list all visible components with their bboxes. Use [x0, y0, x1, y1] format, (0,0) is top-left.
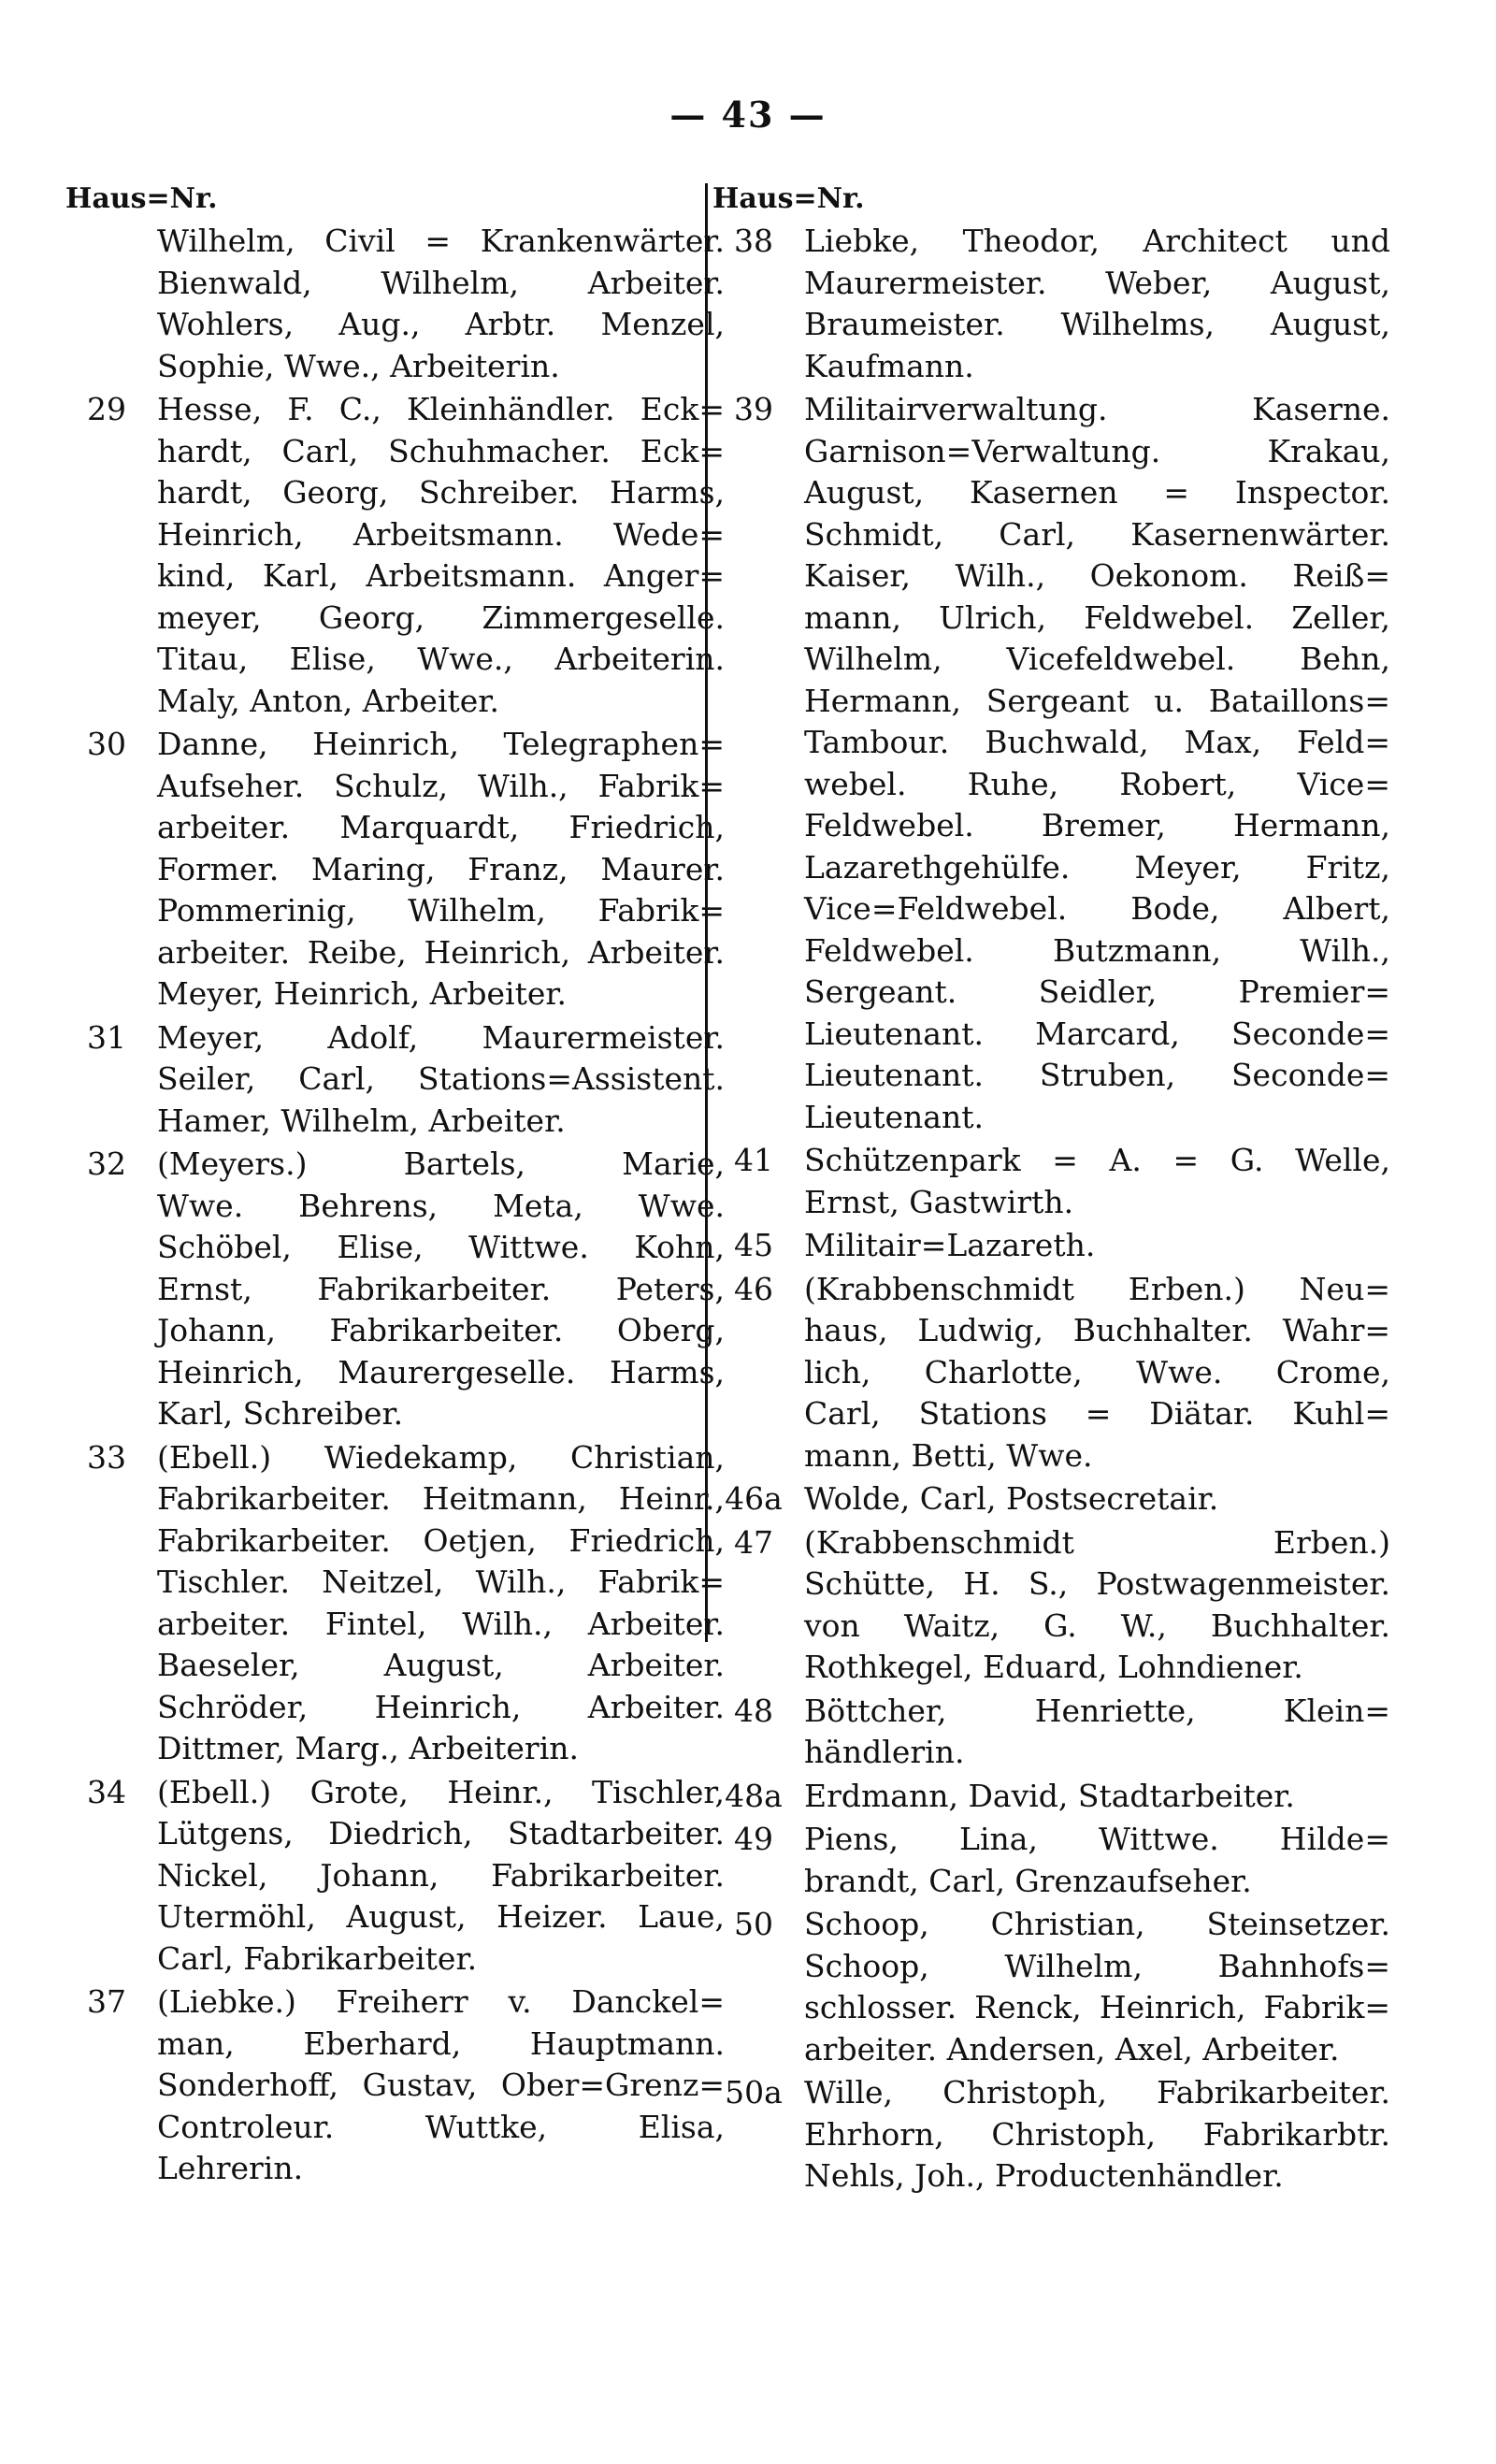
entry-text — [804, 1522, 1390, 1689]
entry-line: Erdmann, David, Stadtarbeiter. — [804, 1777, 1295, 1814]
entry-line: Schoop, Christian, Steinsetzer. — [804, 1906, 1390, 1942]
entry-line: arbeiter. Fintel, Wilh., Arbeiter. — [157, 1605, 725, 1642]
left-column — [65, 178, 725, 2190]
house-number: 38 — [734, 223, 773, 259]
entry-line: lich, Charlotte, Wwe. Crome, — [804, 1353, 1390, 1391]
directory-entry — [712, 1522, 1390, 1689]
entry-line: Heinrich, Arbeitsmann. Wede= — [157, 515, 725, 553]
entry-text — [157, 1437, 725, 1770]
entry-line: Meyer, Adolf, Maurermeister. — [157, 1018, 725, 1056]
entry-line: Meyer, Heinrich, Arbeiter. — [157, 975, 568, 1012]
entry-line: (Ebell.) Grote, Heinr., Tischler, — [157, 1773, 725, 1810]
directory-entry — [65, 1017, 725, 1143]
entry-line: Carl, Stations = Diätar. Kuhl= — [804, 1395, 1390, 1432]
entry-line: Utermöhl, August, Heizer. Laue, — [157, 1898, 725, 1935]
directory-entry — [65, 1981, 725, 2190]
entry-line: Fabrikarbeiter. Oetjen, Friedrich, — [157, 1521, 725, 1559]
house-number: 33 — [87, 1438, 126, 1476]
entry-text — [804, 1904, 1390, 2070]
entry-line: Nickel, Johann, Fabrikarbeiter. — [157, 1856, 725, 1894]
directory-entry — [65, 724, 725, 1016]
entry-line: haus, Ludwig, Buchhalter. Wahr= — [804, 1312, 1390, 1348]
directory-entry — [712, 1904, 1390, 2070]
entry-line: Controleur. Wuttke, Elisa, — [157, 2108, 725, 2145]
house-number: 50 — [734, 1906, 773, 1942]
entry-line: arbeiter. Reibe, Heinrich, Arbeiter. — [157, 933, 725, 971]
house-number: 48a — [725, 1777, 783, 1814]
entry-text — [157, 1772, 725, 1981]
entry-line: man, Eberhard, Hauptmann. — [157, 2025, 725, 2062]
house-number: 39 — [734, 391, 773, 427]
entry-line: Wille, Christoph, Fabrikarbeiter. — [804, 2074, 1390, 2111]
entry-line: Former. Maring, Franz, Maurer. — [157, 850, 725, 887]
entry-line: von Waitz, G. W., Buchhalter. — [804, 1607, 1390, 1644]
entry-line: mann, Betti, Wwe. — [804, 1436, 1093, 1474]
entry-line: Piens, Lina, Wittwe. Hilde= — [804, 1821, 1390, 1857]
entry-line: händlerin. — [804, 1734, 965, 1770]
entry-line: Braumeister. Wilhelms, August, — [804, 306, 1390, 342]
house-number: 46a — [725, 1480, 783, 1517]
entry-line: Kaiser, Wilh., Oekonom. Reiß= — [804, 557, 1390, 594]
house-number: 48 — [734, 1692, 773, 1729]
entry-line: Pommerinig, Wilhelm, Fabrik= — [157, 892, 725, 929]
house-number: 41 — [734, 1142, 773, 1178]
directory-entry — [712, 221, 1390, 387]
entry-line: Militairverwaltung. Kaserne. — [804, 391, 1390, 427]
entry-line: Lazarethgehülfe. Meyer, Fritz, — [804, 848, 1390, 886]
entry-line: hardt, Carl, Schuhmacher. Eck= — [157, 432, 725, 469]
entry-line: Maurermeister. Weber, August, — [804, 264, 1390, 301]
entry-line: Tambour. Buchwald, Max, Feld= — [804, 724, 1390, 760]
entry-text — [804, 221, 1390, 387]
entry-line: Tischler. Neitzel, Wilh., Fabrik= — [157, 1563, 725, 1600]
directory-entry — [712, 1819, 1390, 1902]
entry-line: Lehrerin. — [157, 2150, 304, 2186]
entry-line: Militair=Lazareth. — [804, 1227, 1096, 1263]
entry-line: Böttcher, Henriette, Klein= — [804, 1692, 1390, 1729]
entry-line: kind, Karl, Arbeitsmann. Anger= — [157, 557, 725, 594]
left-entries — [65, 221, 725, 2190]
entry-line: Seiler, Carl, Stations=Assistent. — [157, 1060, 725, 1097]
entry-line: webel. Ruhe, Robert, Vice= — [804, 765, 1390, 802]
entry-line: Fabrikarbeiter. Heitmann, Heinr., — [157, 1480, 725, 1517]
directory-entry — [712, 1269, 1390, 1477]
entry-line: Wolde, Carl, Postsecretair. — [804, 1480, 1219, 1517]
house-number: 46 — [734, 1270, 773, 1307]
entry-line: Schoop, Wilhelm, Bahnhofs= — [804, 1947, 1390, 1984]
directory-entry — [65, 1772, 725, 1981]
entry-line: Ehrhorn, Christoph, Fabrikarbtr. — [804, 2115, 1390, 2153]
directory-entry — [65, 1437, 725, 1770]
house-number: 32 — [87, 1146, 126, 1182]
entry-line: Schmidt, Carl, Kasernenwärter. — [804, 515, 1390, 553]
entry-line: Heinrich, Maurergeselle. Harms, — [157, 1353, 725, 1391]
directory-entry — [65, 389, 725, 722]
entry-line: Sonderhoff, Gustav, Ober=Grenz= — [157, 2067, 725, 2103]
entry-line: arbeiter. Andersen, Axel, Arbeiter. — [804, 2030, 1340, 2068]
entry-line: Ernst, Fabrikarbeiter. Peters, — [157, 1270, 725, 1307]
house-number: 45 — [734, 1227, 773, 1263]
entry-text — [804, 1140, 1390, 1223]
right-entries — [712, 221, 1390, 2197]
entry-text — [157, 1144, 725, 1435]
entry-text — [804, 389, 1390, 1138]
entry-line: Aufseher. Schulz, Wilh., Fabrik= — [157, 767, 725, 804]
house-number: 34 — [87, 1773, 126, 1810]
directory-entry — [712, 1140, 1390, 1223]
entry-text — [804, 2072, 1390, 2197]
entry-line: Feldwebel. Bremer, Hermann, — [804, 807, 1390, 843]
entry-line: Wwe. Behrens, Meta, Wwe. — [157, 1187, 725, 1224]
entry-line: Vice=Feldwebel. Bode, Albert, — [804, 890, 1390, 927]
house-number: 50a — [725, 2074, 783, 2111]
entry-line: Kaufmann. — [804, 347, 974, 384]
right-column-header: Haus=Nr. — [712, 182, 865, 215]
entry-text — [157, 221, 725, 387]
entry-line: hardt, Georg, Schreiber. Harms, — [157, 474, 725, 511]
entry-line: Schützenpark = A. = G. Welle, — [804, 1142, 1390, 1178]
entry-line: Schröder, Heinrich, Arbeiter. — [157, 1688, 725, 1725]
directory-entry — [712, 1776, 1390, 1818]
house-number: 49 — [734, 1821, 773, 1857]
house-number: 37 — [87, 1983, 126, 2020]
entry-line: Sophie, Wwe., Arbeiterin. — [157, 347, 560, 384]
entry-line: August, Kasernen = Inspector. — [804, 474, 1390, 511]
entry-line: Hermann, Sergeant u. Bataillons= — [804, 682, 1390, 719]
entry-line: Lieutenant. Marcard, Seconde= — [804, 1015, 1390, 1052]
entry-line: Baeseler, August, Arbeiter. — [157, 1647, 725, 1683]
entry-line: Dittmer, Marg., Arbeiterin. — [157, 1730, 579, 1766]
entry-line: meyer, Georg, Zimmergeselle. — [157, 598, 725, 636]
entry-line: (Krabbenschmidt Erben.) Neu= — [804, 1270, 1390, 1307]
entry-line: Hesse, F. C., Kleinhändler. Eck= — [157, 391, 725, 427]
left-column-header: Haus=Nr. — [65, 182, 218, 215]
entry-line: Carl, Fabrikarbeiter. — [157, 1939, 478, 1977]
entry-text — [804, 1225, 1390, 1267]
directory-entry — [712, 2072, 1390, 2197]
entry-line: Garnison=Verwaltung. Krakau, — [804, 432, 1390, 469]
entry-line: Wilhelm, Vicefeldwebel. Behn, — [804, 641, 1390, 677]
house-number: 30 — [87, 726, 126, 762]
entry-text — [804, 1819, 1390, 1902]
entry-line: brandt, Carl, Grenzaufseher. — [804, 1862, 1252, 1899]
entry-text — [157, 724, 725, 1016]
entry-text — [804, 1776, 1390, 1818]
entry-line: Wohlers, Aug., Arbtr. Menzel, — [157, 306, 725, 342]
entry-line: Johann, Fabrikarbeiter. Oberg, — [157, 1312, 725, 1348]
entry-line: arbeiter. Marquardt, Friedrich, — [157, 809, 725, 845]
entry-line: schlosser. Renck, Heinrich, Fabrik= — [804, 1989, 1390, 2025]
entry-line: (Krabbenschmidt Erben.) — [804, 1523, 1390, 1561]
directory-entry — [712, 389, 1390, 1138]
entry-line: Hamer, Wilhelm, Arbeiter. — [157, 1102, 566, 1139]
entry-line: (Meyers.) Bartels, Marie, — [157, 1146, 725, 1182]
directory-entry — [712, 1478, 1390, 1520]
entry-line: Bienwald, Wilhelm, Arbeiter. — [157, 264, 725, 301]
house-number: 29 — [87, 391, 126, 427]
entry-text — [157, 1017, 725, 1143]
entry-line: Lieutenant. Struben, Seconde= — [804, 1057, 1390, 1093]
entry-line: Sergeant. Seidler, Premier= — [804, 973, 1390, 1010]
entry-line: Wilhelm, Civil = Krankenwärter. — [157, 223, 725, 259]
entry-line: Karl, Schreiber. — [157, 1395, 404, 1432]
entry-line: mann, Ulrich, Feldwebel. Zeller, — [804, 598, 1390, 636]
entry-line: Schöbel, Elise, Wittwe. Kohn, — [157, 1229, 725, 1265]
entry-line: Ernst, Gastwirth. — [804, 1183, 1074, 1220]
right-column — [712, 178, 1390, 2197]
directory-entry — [65, 221, 725, 387]
entry-line: (Liebke.) Freiherr v. Danckel= — [157, 1983, 725, 2020]
entry-line: (Ebell.) Wiedekamp, Christian, — [157, 1438, 725, 1476]
entry-text — [157, 1981, 725, 2190]
entry-line: Nehls, Joh., Productenhändler. — [804, 2157, 1284, 2194]
entry-line: Lieutenant. — [804, 1098, 984, 1135]
directory-entry — [712, 1225, 1390, 1267]
page-number: — 43 — — [669, 94, 827, 136]
entry-text — [804, 1691, 1390, 1774]
entry-line: Titau, Elise, Wwe., Arbeiterin. — [157, 641, 725, 677]
entry-line: Schütte, H. S., Postwagenmeister. — [804, 1565, 1390, 1602]
entry-text — [804, 1269, 1390, 1477]
entry-text — [157, 389, 725, 722]
house-number: 31 — [87, 1018, 126, 1056]
house-number: 47 — [734, 1523, 773, 1561]
entry-line: Maly, Anton, Arbeiter. — [157, 682, 499, 719]
entry-line: Lütgens, Diedrich, Stadtarbeiter. — [157, 1815, 725, 1852]
entry-line: Feldwebel. Butzmann, Wilh., — [804, 931, 1390, 969]
entry-line: Danne, Heinrich, Telegraphen= — [157, 726, 725, 762]
directory-entry — [712, 1691, 1390, 1774]
entry-line: Liebke, Theodor, Architect und — [804, 223, 1390, 259]
directory-entry — [65, 1144, 725, 1435]
entry-line: Rothkegel, Eduard, Lohndiener. — [804, 1649, 1303, 1685]
entry-text — [804, 1478, 1390, 1520]
